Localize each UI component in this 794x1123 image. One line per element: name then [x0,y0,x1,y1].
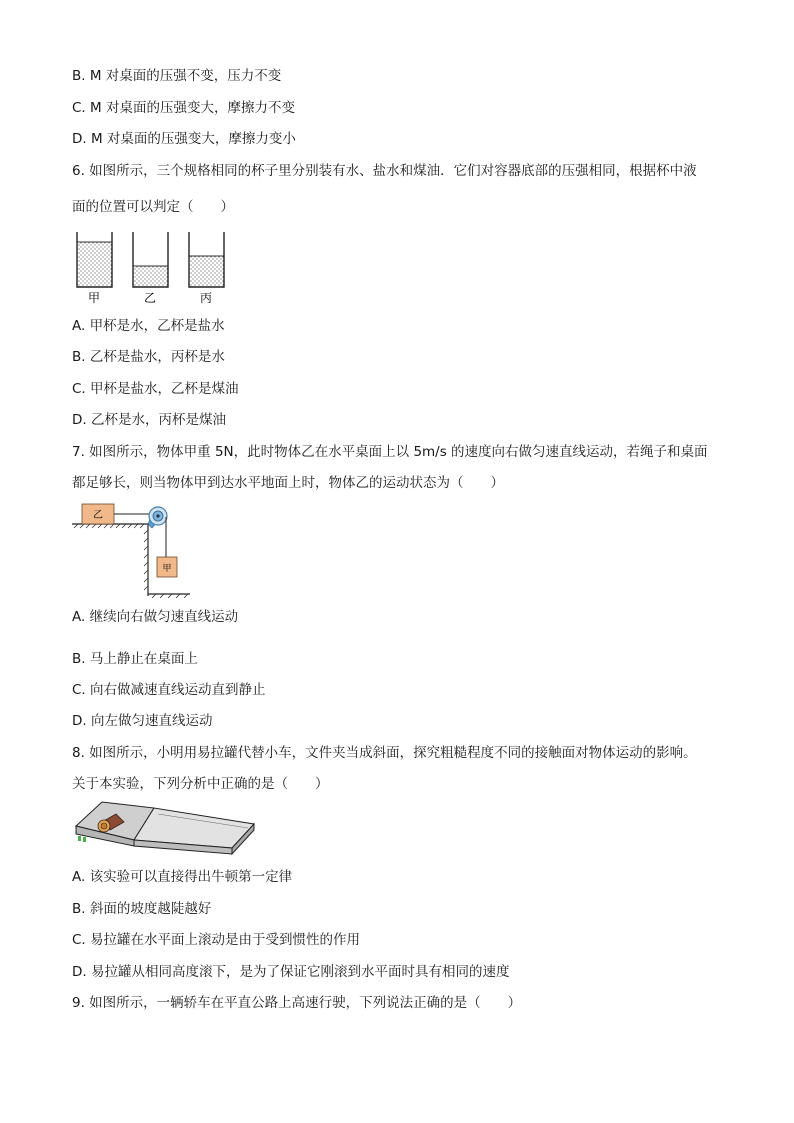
block-jia-label: 甲 [162,564,172,574]
q7-pulley-figure [72,498,192,598]
q7-stem-line1: 7. 如图所示，物体甲重 5N，此时物体乙在水平桌面上以 5m/s 的速度向右做匀速直线运动，若绳子和桌面 [72,444,708,460]
q8-option-a: A. 该实验可以直接得出牛顿第一定律 [72,869,293,885]
q9-stem-line1: 9. 如图所示，一辆轿车在平直公路上高速行驶，下列说法正确的是（ ） [72,995,522,1011]
q7-option-c: C. 向右做减速直线运动直到静止 [72,682,266,698]
q5-option-d: D. M 对桌面的压强变大，摩擦力变小 [72,131,296,147]
cup-label-jia: 甲 [87,291,101,305]
q5-option-c: C. M 对桌面的压强变大，摩擦力不变 [72,100,295,116]
q8-stem-line2: 关于本实验，下列分析中正确的是（ ） [72,776,329,792]
block-jia [157,557,177,577]
q8-option-d: D. 易拉罐从相同高度滚下，是为了保证它刚滚到水平面时具有相同的速度 [72,964,510,980]
block-yi-label: 乙 [93,510,103,521]
q6-stem-line2: 面的位置可以判定（ ） [72,199,234,215]
cup-label-yi: 乙 [143,291,157,305]
cup-jia [77,232,112,287]
q6-option-a: A. 甲杯是水，乙杯是盐水 [72,318,225,334]
cup-label-bing: 丙 [199,291,213,305]
q6-option-b: B. 乙杯是盐水，丙杯是水 [72,349,225,365]
q8-option-b: B. 斜面的坡度越陡越好 [72,901,212,917]
q7-stem-line2: 都足够长，则当物体甲到达水平地面上时，物体乙的运动状态为（ ） [72,475,504,491]
q6-option-d: D. 乙杯是水，丙杯是煤油 [72,412,226,428]
cup-yi [133,232,168,287]
q8-ramp-figure [72,800,256,858]
q6-option-c: C. 甲杯是盐水，乙杯是煤油 [72,381,239,397]
q7-option-b: B. 马上静止在桌面上 [72,651,198,667]
q7-option-d: D. 向左做匀速直线运动 [72,713,213,729]
cup-bing [189,232,224,287]
q6-cups-figure [72,230,232,306]
q5-option-b: B. M 对桌面的压强不变，压力不变 [72,68,282,84]
block-yi [82,504,114,524]
q7-option-a: A. 继续向右做匀速直线运动 [72,609,239,625]
q8-stem-line1: 8. 如图所示，小明用易拉罐代替小车，文件夹当成斜面，探究粗糙程度不同的接触面对物体运动的影响。 [72,745,697,761]
q8-option-c: C. 易拉罐在水平面上滚动是由于受到惯性的作用 [72,932,361,948]
q6-stem-line1: 6. 如图所示，三个规格相同的杯子里分别装有水、盐水和煤油．它们对容器底部的压强相同，根据杯中液 [72,163,697,179]
